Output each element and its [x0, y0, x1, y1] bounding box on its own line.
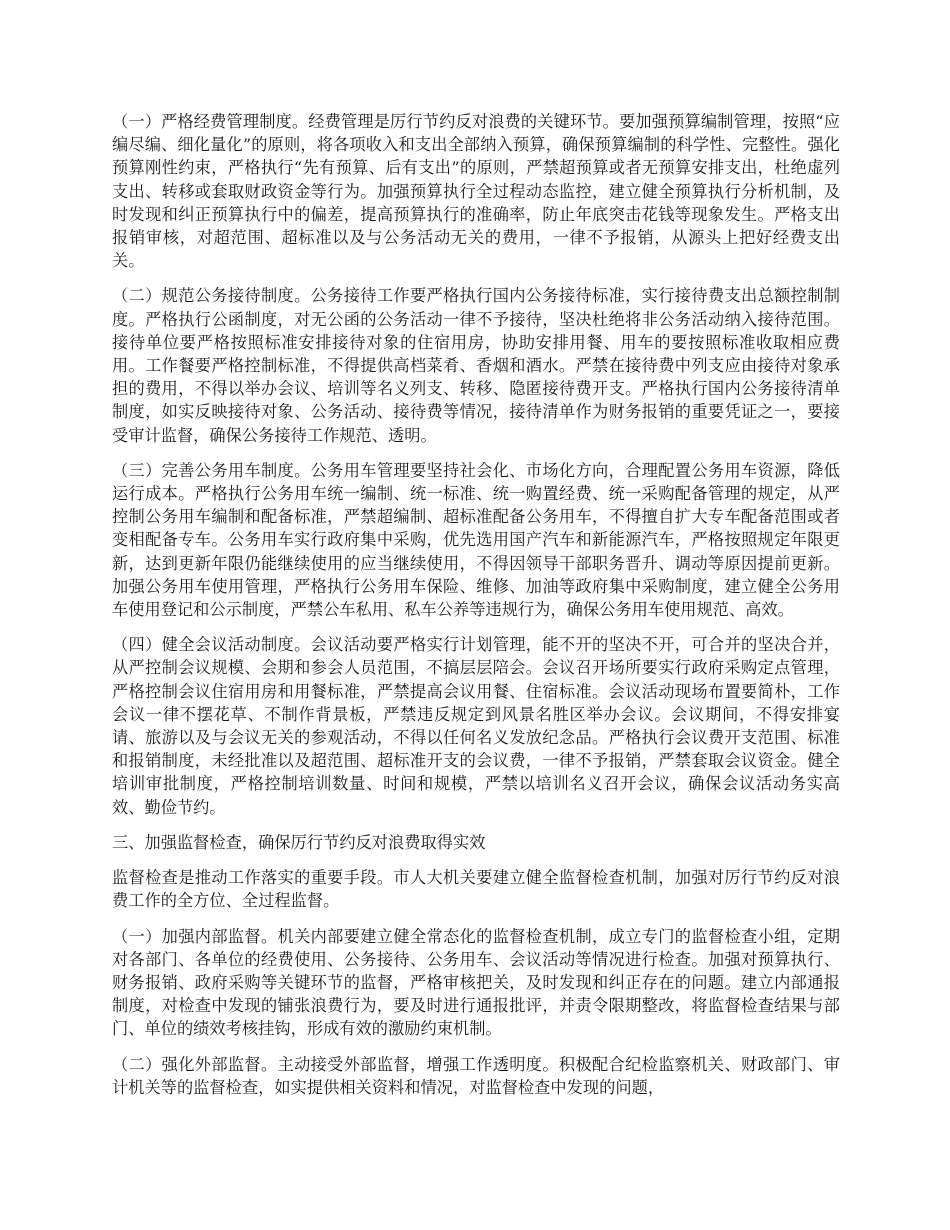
paragraph-official-vehicles: （三）完善公务用车制度。公务用车管理要坚持社会化、市场化方向，合理配置公务用车资源，降低运行成本。严格执行公务用车统一编制、统一标准、统一购置经费、统一采购配备管理的规定，从严控制公务用车编制和配备标准，严禁超编制、超标准配备公务用车，不得擅自扩大专车配备范围或者变相配备专车。公务用车实行政府集中采购，优先选用国产汽车和新能源汽车，严格按照规定年限更新，达到更新年限仍能继续使用的应当继续使用，不得因领导干部职务晋升、调动等原因提前更新。加强公务用车使用管理，严格执行公务用车保险、维修、加油等政府集中采购制度，建立健全公务用车使用登记和公示制度，严禁公车私用、私车公养等违规行为，确保公务用车使用规范、高效。: [112, 460, 840, 620]
paragraph-funds-management: （一）严格经费管理制度。经费管理是厉行节约反对浪费的关键环节。要加强预算编制管理，按照“应编尽编、细化量化”的原则，将各项收入和支出全部纳入预算，确保预算编制的科学性、完整性。强化预算刚性约束，严格执行“先有预算、后有支出”的原则，严禁超预算或者无预算安排支出，杜绝虚列支出、转移或套取财政资金等行为。加强预算执行全过程动态监控，建立健全预算执行分析机制，及时发现和纠正预算执行中的偏差，提高预算执行的准确率，防止年底突击花钱等现象发生。严格支出报销审核，对超范围、超标准以及与公务活动无关的费用，一律不予报销，从源头上把好经费支出关。: [112, 112, 840, 271]
paragraph-supervision-intro: 监督检查是推动工作落实的重要手段。市人大机关要建立健全监督检查机制，加强对厉行节约反对浪费工作的全方位、全过程监督。: [112, 868, 840, 911]
paragraph-official-reception: （二）规范公务接待制度。公务接待工作要严格执行国内公务接待标准，实行接待费支出总额控制制度。严格执行公函制度，对无公函的公务活动一律不予接待，坚决杜绝将非公务活动纳入接待范围。接待单位要严格按照标准安排接待对象的住宿用房，协助安排用餐、用车的要按照标准收取相应费用。工作餐要严格控制标准，不得提供高档菜肴、香烟和酒水。严禁在接待费中列支应由接待对象承担的费用，不得以举办会议、培训等名义列支、转移、隐匿接待费开支。严格执行国内公务接待清单制度，如实反映接待对象、公务活动、接待费等情况，接待清单作为财务报销的重要凭证之一，要接受审计监督，确保公务接待工作规范、透明。: [112, 286, 840, 445]
section-heading-supervision: 三、加强监督检查，确保厉行节约反对浪费取得实效: [112, 832, 486, 852]
document-page: [112, 110, 840, 1111]
paragraph-internal-supervision: （一）加强内部监督。机关内部要建立健全常态化的监督检查机制，成立专门的监督检查小组，定期对各部门、各单位的经费使用、公务接待、公务用车、会议活动等情况进行检查。加强对预算执行、财务报销、政府采购等关键环节的监督，严格审核把关，及时发现和纠正存在的问题。建立内部通报制度，对检查中发现的铺张浪费行为，要及时进行通报批评，并责令限期整改，将监督检查结果与部门、单位的绩效考核挂钩，形成有效的激励约束机制。: [112, 926, 840, 1039]
paragraph-external-supervision: （二）强化外部监督。主动接受外部监督，增强工作透明度。积极配合纪检监察机关、财政部门、审计机关等的监督检查，如实提供相关资料和情况，对监督检查中发现的问题，: [112, 1054, 840, 1097]
paragraph-meeting-activities: （四）健全会议活动制度。会议活动要严格实行计划管理，能不开的坚决不开，可合并的坚决合并，从严控制会议规模、会期和参会人员范围，不搞层层陪会。会议召开场所要实行政府采购定点管理，严格控制会议住宿用房和用餐标准，严禁提高会议用餐、住宿标准。会议活动现场布置要简朴，工作会议一律不摆花草、不制作背景板，严禁违反规定到风景名胜区举办会议。会议期间，不得安排宴请、旅游以及与会议无关的参观活动，不得以任何名义发放纪念品。严格执行会议费开支范围、标准和报销制度，未经批准以及超范围、超标准开支的会议费，一律不予报销，严禁套取会议资金。健全培训审批制度，严格控制培训数量、时间和规模，严禁以培训名义召开会议，确保会议活动务实高效、勤俭节约。: [112, 635, 840, 817]
